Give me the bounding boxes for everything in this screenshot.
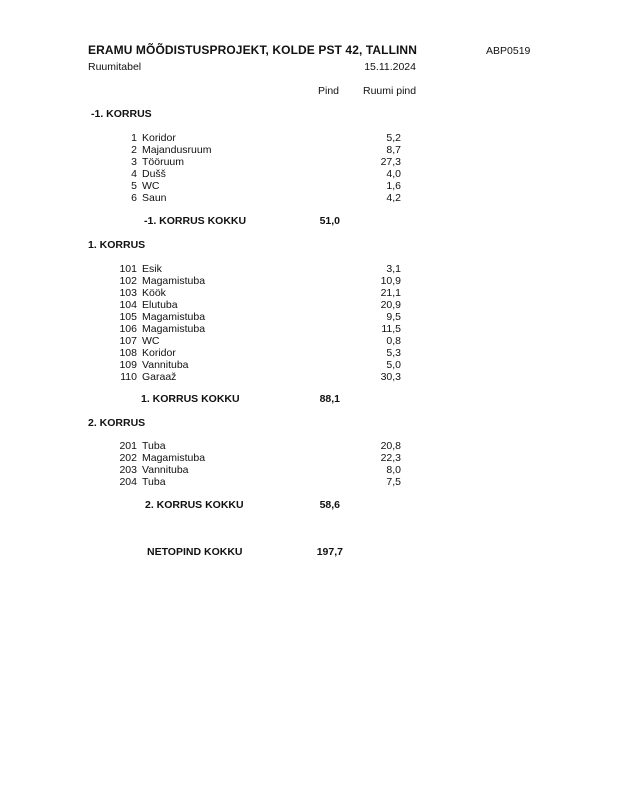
room-number: 107 [119,335,137,347]
table-row [0,263,636,275]
room-area: 27,3 [380,156,401,168]
room-area: 8,0 [386,464,401,476]
room-number: 202 [119,452,137,464]
room-number: 203 [119,464,137,476]
room-number: 110 [120,371,137,383]
table-row [0,371,636,383]
floor-heading: 1. KORRUS [88,239,146,251]
room-area: 20,8 [380,440,401,452]
floor-total-label: 1. KORRUS KOKKU [141,393,240,405]
table-row [0,452,636,464]
room-area: 30,3 [380,371,401,383]
room-name: WC [142,180,160,192]
floor-total-value: 88,1 [319,393,340,405]
floor-total-label: 2. KORRUS KOKKU [145,499,244,511]
table-row [0,476,636,488]
table-row [0,299,636,311]
room-area: 3,1 [386,263,401,275]
room-name: Esik [142,263,162,275]
room-name: Tööruum [142,156,185,168]
room-number: 2 [131,144,137,156]
room-name: Magamistuba [142,452,206,464]
document-subtitle: Ruumitabel [88,61,142,73]
room-number: 1 [131,132,137,144]
table-row [0,132,636,144]
room-area: 5,3 [386,347,401,359]
room-name: Majandusruum [142,144,212,156]
room-area: 1,6 [386,180,401,192]
room-name: Dušš [142,168,166,180]
table-row [0,347,636,359]
column-header-pind: Pind [318,85,340,97]
room-number: 104 [119,299,137,311]
table-row [0,335,636,347]
room-number: 109 [119,359,137,371]
room-name: WC [142,335,160,347]
room-name: Tuba [142,476,166,488]
column-header-ruumi-pind: Ruumi pind [363,85,417,97]
table-row [0,464,636,476]
room-number: 201 [119,440,137,452]
document-date: 15.11.2024 [364,61,416,73]
room-name: Vannituba [142,464,189,476]
table-row [0,180,636,192]
room-area: 8,7 [386,144,401,156]
table-row [0,144,636,156]
table-row [0,168,636,180]
room-area: 5,0 [386,359,401,371]
room-area: 7,5 [386,476,401,488]
table-row [0,311,636,323]
room-number: 106 [119,323,137,335]
floor-total-label: -1. KORRUS KOKKU [144,215,247,227]
room-area: 4,2 [386,192,401,204]
room-name: Koridor [142,347,176,359]
room-area: 20,9 [380,299,401,311]
room-number: 102 [119,275,137,287]
room-area: 9,5 [386,311,401,323]
floor-total-value: 51,0 [319,215,340,227]
grand-total-label: NETOPIND KOKKU [147,546,243,558]
table-row [0,156,636,168]
document-code: ABP0519 [486,45,531,57]
room-area: 4,0 [386,168,401,180]
room-number: 5 [131,180,137,192]
grand-total-value: 197,7 [316,546,343,558]
room-area: 22,3 [380,452,401,464]
room-number: 204 [119,476,137,488]
table-row [0,287,636,299]
room-name: Garaaž [142,371,177,383]
table-row [0,323,636,335]
table-row [0,440,636,452]
room-name: Koridor [142,132,176,144]
room-number: 101 [119,263,137,275]
room-name: Magamistuba [142,275,206,287]
document-title: ERAMU MÕÕDISTUSPROJEKT, KOLDE PST 42, TALLINN [88,43,417,57]
floor-heading: -1. KORRUS [91,108,152,120]
room-number: 105 [119,311,137,323]
room-name: Elutuba [142,299,178,311]
room-area: 10,9 [380,275,401,287]
room-name: Köök [142,287,166,299]
room-area: 11,5 [381,323,401,335]
room-number: 6 [131,192,137,204]
room-area: 0,8 [386,335,401,347]
room-name: Magamistuba [142,311,206,323]
table-row [0,359,636,371]
room-area: 21,1 [380,287,401,299]
table-row [0,275,636,287]
room-name: Magamistuba [142,323,206,335]
room-area: 5,2 [386,132,401,144]
room-number: 103 [119,287,137,299]
room-name: Tuba [142,440,166,452]
room-name: Saun [142,192,167,204]
room-number: 3 [131,156,137,168]
room-number: 108 [119,347,137,359]
room-name: Vannituba [142,359,189,371]
floor-heading: 2. KORRUS [88,417,146,429]
table-row [0,192,636,204]
floor-total-value: 58,6 [319,499,340,511]
room-number: 4 [131,168,137,180]
